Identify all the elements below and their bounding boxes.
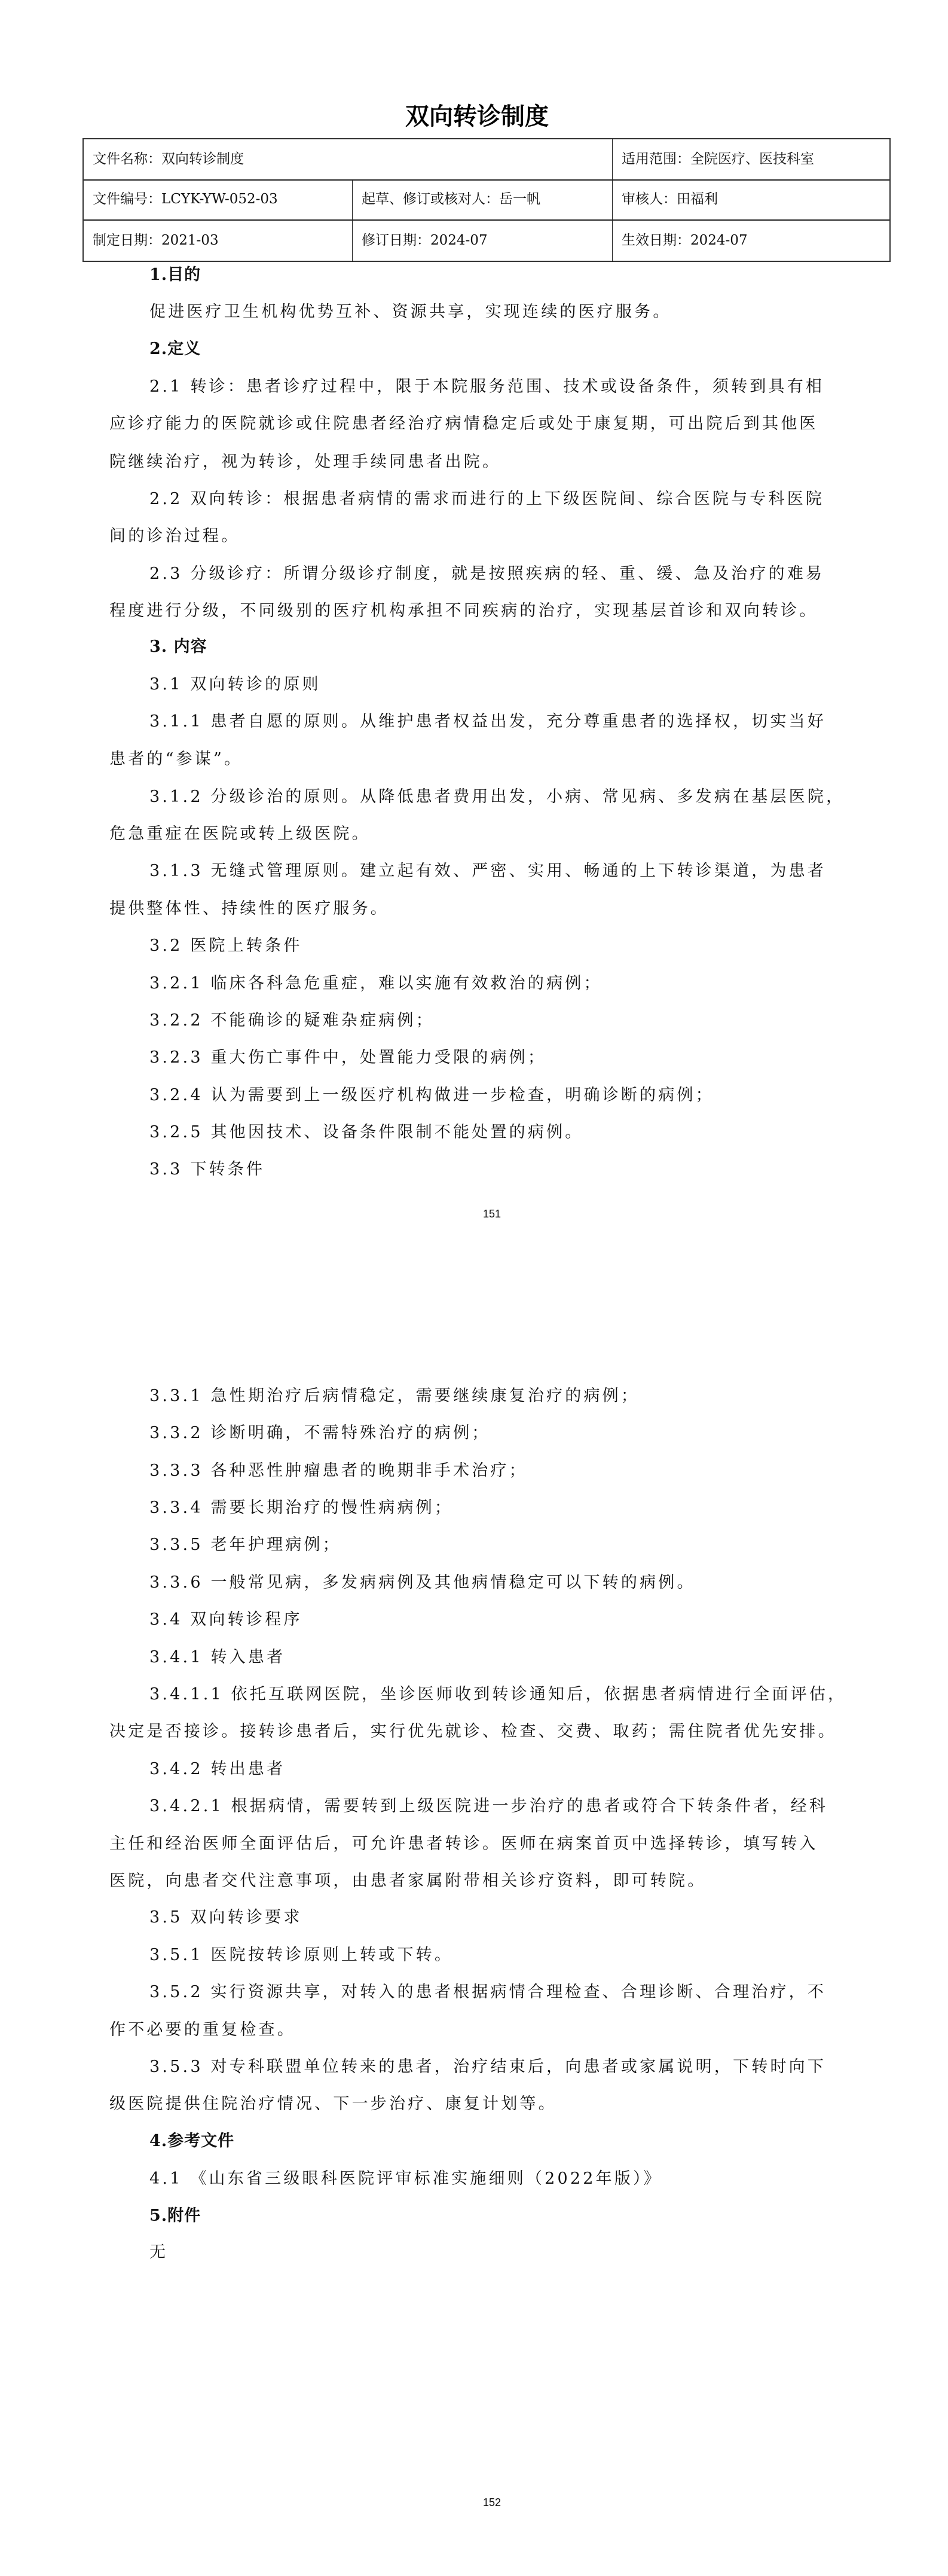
paragraph-line: 3.4.1.1 依托互联网医院，坐诊医师收到转诊通知后，依据患者病情进行全面评估， (149, 1685, 847, 1704)
drafter-cell: 起草、修订或核对人：岳一帆 (352, 179, 612, 219)
paragraph-line: 3.4.1 转入患者 (149, 1648, 286, 1667)
paragraph-line: 3.3.3 各种恶性肿瘤患者的晚期非手术治疗； (149, 1461, 528, 1480)
paragraph-line: 3.3.6 一般常见病，多发病病例及其他病情稳定可以下转的病例。 (149, 1573, 696, 1592)
section-heading-references: 4.参考文件 (149, 2132, 235, 2150)
file-name-cell: 文件名称：双向转诊制度 (93, 151, 244, 167)
paragraph-line: 3.4 双向转诊程序 (149, 1610, 302, 1629)
paragraph-line: 3.1.3 无缝式管理原则。建立起有效、严密、实用、畅通的上下转诊渠道，为患者 (149, 862, 827, 880)
paragraph-line: 3.3.1 急性期治疗后病情稳定，需要继续康复治疗的病例； (149, 1387, 640, 1405)
section-heading-purpose: 1.目的 (149, 265, 201, 284)
paragraph-line: 3.5.1 医院按转诊原则上转或下转。 (149, 1946, 454, 1964)
paragraph-line: 3.3.5 老年护理病例； (149, 1536, 341, 1554)
paragraph-line: 3.2.2 不能确诊的疑难杂症病例； (149, 1011, 435, 1030)
paragraph-line: 提供整体性、持续性的医疗服务。 (109, 899, 389, 918)
paragraph-line: 危急重症在医院或转上级医院。 (109, 825, 371, 843)
section-heading-content: 3. 内容 (149, 637, 207, 656)
paragraph-line: 2.1 转诊：患者诊疗过程中，限于本院服务范围、技术或设备条件，须转到具有相 (149, 377, 825, 396)
attachment-none: 无 (149, 2243, 169, 2261)
page-number: 152 (482, 2496, 501, 2508)
info-row-3 (84, 221, 889, 262)
paragraph-line: 3.5 双向转诊要求 (149, 1908, 302, 1927)
paragraph-line: 3.3 下转条件 (149, 1160, 265, 1179)
paragraph-line: 3.3.2 诊断明确，不需特殊治疗的病例； (149, 1424, 491, 1442)
paragraph-line: 2.2 双向转诊：根据患者病情的需求而进行的上下级医院间、综合医院与专科医院 (149, 490, 825, 508)
revised-date-cell: 修订日期：2024-07 (352, 221, 612, 262)
page-number: 151 (482, 1208, 501, 1220)
paragraph-line: 2.3 分级诊疗：所谓分级诊疗制度，就是按照疾病的轻、重、缓、急及治疗的难易 (149, 564, 825, 583)
paragraph-line: 程度进行分级，不同级别的医疗机构承担不同疾病的治疗，实现基层首诊和双向转诊。 (109, 602, 818, 620)
paragraph-line: 医院，向患者交代注意事项，由患者家属附带相关诊疗资料，即可转院。 (109, 1872, 707, 1890)
effective-date-cell: 生效日期：2024-07 (612, 221, 891, 262)
paragraph-line: 3.1 双向转诊的原则 (149, 675, 321, 694)
reviewer-cell: 审核人：田福利 (612, 179, 891, 219)
paragraph-line: 3.5.2 实行资源共享，对转入的患者根据病情合理检查、合理诊断、合理治疗，不 (149, 1983, 827, 2001)
section-heading-attachments: 5.附件 (149, 2206, 201, 2225)
paragraph-line: 3.2.5 其他因技术、设备条件限制不能处置的病例。 (149, 1123, 584, 1142)
scope-cell: 适用范围：全院医疗、医技科室 (612, 139, 891, 179)
paragraph-line: 3.2 医院上转条件 (149, 936, 302, 955)
paragraph-line: 作不必要的重复检查。 (109, 2020, 296, 2039)
paragraph-line: 3.2.4 认为需要到上一级医疗机构做进一步检查，明确诊断的病例； (149, 1086, 714, 1104)
paragraph-line: 级医院提供住院治疗情况、下一步治疗、康复计划等。 (109, 2095, 557, 2113)
paragraph-line: 患者的“参谋”。 (109, 750, 243, 768)
section-heading-definition: 2.定义 (149, 340, 201, 358)
paragraph-line: 3.1.1 患者自愿的原则。从维护患者权益出发，充分尊重患者的选择权，切实当好 (149, 712, 827, 731)
paragraph-line: 3.5.3 对专科联盟单位转来的患者，治疗结束后，向患者或家属说明，下转时向下 (149, 2058, 827, 2076)
paragraph-line: 3.2.1 临床各科急危重症，难以实施有效救治的病例； (149, 974, 603, 993)
paragraph-line: 3.4.2.1 根据病情，需要转到上级医院进一步治疗的患者或符合下转条件者，经科 (149, 1797, 828, 1815)
paragraph-line: 应诊疗能力的医院就诊或住院患者经治疗病情稳定后或处于康复期，可出院后到其他医 (109, 414, 818, 433)
paragraph-line: 院继续治疗，视为转诊，处理手续同患者出院。 (109, 453, 501, 471)
created-date-cell: 制定日期：2021-03 (93, 233, 219, 248)
info-row-1 (84, 139, 889, 181)
paragraph-line: 3.3.4 需要长期治疗的慢性病病例； (149, 1498, 454, 1517)
document-info-table (82, 138, 891, 262)
file-number-cell: 文件编号：LCYK-YW-052-03 (93, 191, 278, 207)
paragraph-line: 促进医疗卫生机构优势互补、资源共享，实现连续的医疗服务。 (149, 303, 672, 321)
paragraph-line: 3.1.2 分级诊治的原则。从降低患者费用出发，小病、常见病、多发病在基层医院， (149, 788, 845, 806)
paragraph-line: 3.2.3 重大伤亡事件中，处置能力受限的病例； (149, 1048, 547, 1067)
paragraph-line: 3.4.2 转出患者 (149, 1760, 286, 1778)
paragraph-line: 主任和经治医师全面评估后，可允许患者转诊。医师在病案首页中选择转诊，填写转入 (109, 1835, 818, 1853)
document-title: 双向转诊制度 (405, 103, 549, 130)
paragraph-line: 决定是否接诊。接转诊患者后，实行优先就诊、检查、交费、取药；需住院者优先安排。 (109, 1722, 837, 1741)
info-row-2 (84, 179, 889, 221)
paragraph-line: 间的诊治过程。 (109, 527, 240, 545)
reference-item: 4.1 《山东省三级眼科医院评审标准实施细则（2022年版）》 (149, 2169, 662, 2188)
